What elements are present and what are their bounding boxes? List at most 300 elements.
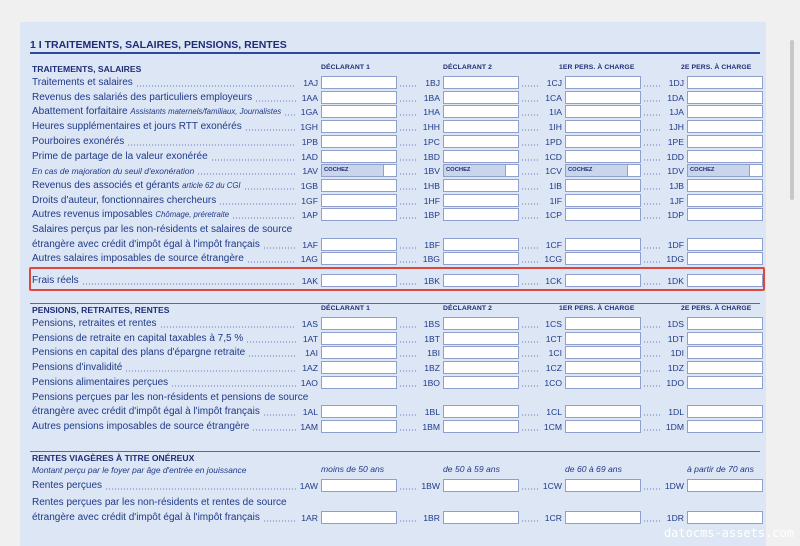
leader-dots xyxy=(643,261,662,263)
leader-dots xyxy=(521,385,540,387)
amount-input[interactable] xyxy=(443,420,519,433)
amount-input[interactable] xyxy=(565,105,641,118)
amount-input[interactable] xyxy=(565,150,641,163)
amount-input[interactable] xyxy=(443,150,519,163)
row-label xyxy=(32,346,245,360)
leader-dots xyxy=(284,114,296,116)
field-code: 1AG xyxy=(300,254,318,265)
leader-dots xyxy=(643,488,662,490)
leader-dots xyxy=(399,520,418,522)
amount-input[interactable] xyxy=(565,317,641,330)
form-row xyxy=(20,405,766,419)
amount-input[interactable] xyxy=(443,361,519,374)
field-code: 1BP xyxy=(423,210,440,221)
amount-input[interactable] xyxy=(687,194,763,207)
amount-input[interactable] xyxy=(687,317,763,330)
leader-dots xyxy=(399,326,418,328)
field-code: 1AA xyxy=(301,92,318,103)
amount-input[interactable] xyxy=(321,150,397,163)
leader-dots xyxy=(521,261,540,263)
column-header: DÉCLARANT 1 xyxy=(321,305,371,312)
row-label xyxy=(32,91,252,105)
amount-input[interactable] xyxy=(443,135,519,148)
column-header: DÉCLARANT 2 xyxy=(443,64,493,71)
amount-input[interactable] xyxy=(565,361,641,374)
field-code: 1AL xyxy=(302,407,318,418)
amount-input[interactable] xyxy=(565,120,641,133)
amount-input[interactable] xyxy=(687,420,763,433)
field-code: 1DJ xyxy=(668,78,684,88)
cochez-label: COCHEZ xyxy=(690,167,715,174)
row-label xyxy=(32,317,157,331)
column-header: 2E PERS. À CHARGE xyxy=(681,305,752,312)
amount-input[interactable] xyxy=(321,420,397,433)
amount-input[interactable] xyxy=(321,332,397,345)
row-label-text: Frais réels xyxy=(32,275,79,287)
row-label xyxy=(32,150,208,164)
amount-input[interactable] xyxy=(443,511,519,524)
amount-input[interactable] xyxy=(687,238,763,251)
leader-dots xyxy=(643,385,662,387)
amount-input[interactable] xyxy=(321,252,397,265)
leader-dots xyxy=(211,159,296,161)
field-code: 1AV xyxy=(302,166,318,177)
amount-input[interactable] xyxy=(687,479,763,492)
row-label xyxy=(32,238,260,252)
field-code: 1BZ xyxy=(424,363,440,374)
leader-dots xyxy=(399,429,418,431)
amount-input[interactable] xyxy=(443,346,519,359)
amount-input[interactable] xyxy=(687,376,763,389)
leader-dots xyxy=(247,261,296,263)
leader-dots xyxy=(521,488,540,490)
section-title: RENTES VIAGÈRES À TITRE ONÉREUX xyxy=(32,453,195,463)
field-code: 1CG xyxy=(544,254,562,265)
field-code: 1BM xyxy=(422,421,440,432)
amount-input[interactable] xyxy=(443,91,519,104)
leader-dots xyxy=(521,159,540,161)
leader-dots xyxy=(643,520,662,522)
row-label-text: Revenus des salariés des particuliers employeurs xyxy=(32,91,253,103)
column-header: 2E PERS. À CHARGE xyxy=(681,64,752,71)
field-code: 1BG xyxy=(422,254,440,265)
amount-input[interactable] xyxy=(321,135,397,148)
form-row xyxy=(20,317,766,331)
leader-dots xyxy=(399,414,418,416)
amount-input[interactable] xyxy=(321,120,397,133)
leader-dots xyxy=(643,429,662,431)
field-code: 1AM xyxy=(300,421,318,432)
amount-input[interactable] xyxy=(565,252,641,265)
field-code: 1DR xyxy=(666,512,684,523)
amount-input[interactable] xyxy=(443,252,519,265)
field-code: 1BT xyxy=(424,333,440,344)
amount-input[interactable] xyxy=(687,511,763,524)
leader-dots xyxy=(643,144,662,146)
field-code: 1GF xyxy=(301,195,318,206)
section-title: PENSIONS, RETRAITES, RENTES xyxy=(32,305,170,315)
form-row xyxy=(20,420,766,434)
form-row xyxy=(20,120,766,134)
row-label-text: Pensions, retraites et rentes xyxy=(32,318,157,329)
form-row xyxy=(20,361,766,375)
row-label xyxy=(32,120,242,134)
field-code: 1AI xyxy=(305,348,318,359)
field-code: 1DK xyxy=(667,276,684,287)
amount-input[interactable] xyxy=(687,346,763,359)
field-code: 1PC xyxy=(423,136,440,147)
field-code: 1CL xyxy=(546,407,562,418)
leader-dots xyxy=(521,429,540,431)
row-label xyxy=(32,208,229,222)
row-label-text: Traitements et salaires xyxy=(32,77,133,88)
leader-dots xyxy=(399,114,418,116)
row-label xyxy=(32,223,292,237)
amount-input[interactable] xyxy=(565,479,641,492)
field-code: 1PB xyxy=(301,136,318,147)
leader-dots xyxy=(160,326,296,328)
field-code: 1BR xyxy=(423,512,440,523)
field-code: 1JB xyxy=(669,180,684,191)
amount-input[interactable] xyxy=(321,105,397,118)
field-code: 1IH xyxy=(548,122,562,133)
row-label xyxy=(32,105,281,119)
amount-input[interactable] xyxy=(443,376,519,389)
amount-input[interactable] xyxy=(321,179,397,192)
amount-input[interactable] xyxy=(565,346,641,359)
form-row xyxy=(20,252,766,266)
field-code: 1DS xyxy=(667,319,684,329)
leader-dots xyxy=(521,188,540,190)
form-row xyxy=(20,150,766,164)
field-code: 1AK xyxy=(301,276,318,287)
field-code: 1BF xyxy=(424,239,440,250)
leader-dots xyxy=(399,261,418,263)
amount-input[interactable] xyxy=(443,105,519,118)
section-divider xyxy=(30,303,760,304)
leader-dots xyxy=(263,247,296,249)
leader-dots xyxy=(521,114,540,116)
leader-dots xyxy=(643,188,662,190)
amount-input[interactable] xyxy=(321,76,397,89)
field-code: 1AD xyxy=(301,151,318,162)
row-label-note: article 62 du CGI xyxy=(182,180,241,190)
field-code: 1PE xyxy=(667,136,684,147)
leader-dots xyxy=(643,370,662,372)
leader-dots xyxy=(399,173,418,175)
field-code: 1AR xyxy=(301,512,318,523)
field-code: 1BA xyxy=(423,92,440,103)
form-row xyxy=(20,208,766,222)
amount-input[interactable] xyxy=(321,405,397,418)
cochez-field[interactable] xyxy=(443,164,519,177)
field-code: 1CO xyxy=(544,377,562,388)
field-code: 1DA xyxy=(667,92,684,103)
row-label-note: Chômage, préretraite xyxy=(155,210,230,220)
amount-input[interactable] xyxy=(565,208,641,221)
leader-dots xyxy=(248,355,296,357)
leader-dots xyxy=(197,173,296,175)
amount-input[interactable] xyxy=(687,332,763,345)
field-code: 1CT xyxy=(545,333,562,344)
column-header: 1ER PERS. À CHARGE xyxy=(559,305,635,312)
amount-input[interactable] xyxy=(321,479,397,492)
leader-dots xyxy=(521,326,540,328)
row-label-text: Pensions en capital des plans d'épargne retraite xyxy=(32,347,246,359)
amount-input[interactable] xyxy=(321,361,397,374)
field-code: 1BI xyxy=(427,348,440,359)
amount-input[interactable] xyxy=(687,252,763,265)
form-row xyxy=(20,511,766,525)
amount-input[interactable] xyxy=(565,511,641,524)
right-margin xyxy=(766,0,800,546)
column-header: DÉCLARANT 1 xyxy=(321,64,371,71)
cochez-checkbox[interactable] xyxy=(749,165,762,176)
cochez-checkbox[interactable] xyxy=(505,165,518,176)
leader-dots xyxy=(232,217,296,219)
title-rule xyxy=(30,52,760,54)
form-row xyxy=(20,76,766,90)
row-label-text: En cas de majoration du seuil d'exonération xyxy=(32,166,195,177)
field-code: 1CA xyxy=(545,92,562,103)
row-label-text: Pensions de retraite en capital taxables à 7,5 % xyxy=(32,332,244,344)
leader-dots xyxy=(521,370,540,372)
leader-dots xyxy=(643,414,662,416)
leader-dots xyxy=(399,341,418,343)
field-code: 1CI xyxy=(548,348,562,359)
cochez-checkbox[interactable] xyxy=(383,165,396,176)
amount-input[interactable] xyxy=(321,376,397,389)
amount-input[interactable] xyxy=(443,179,519,192)
leader-dots xyxy=(125,370,296,372)
cochez-field[interactable] xyxy=(687,164,763,177)
row-label xyxy=(32,164,194,178)
field-code: 1AO xyxy=(300,377,318,388)
leader-dots xyxy=(399,217,418,219)
row-label xyxy=(32,179,241,193)
field-code: 1BL xyxy=(424,407,440,418)
leader-dots xyxy=(219,203,296,205)
cochez-label: COCHEZ xyxy=(568,167,593,174)
form-row xyxy=(20,135,766,149)
field-code: 1DO xyxy=(666,377,684,388)
field-code: 1DD xyxy=(666,151,684,162)
leader-dots xyxy=(521,85,540,87)
field-code: 1CM xyxy=(543,421,562,432)
amount-input[interactable] xyxy=(687,179,763,192)
amount-input[interactable] xyxy=(687,405,763,418)
cochez-field[interactable] xyxy=(565,164,641,177)
row-label-text: Prime de partage de la valeur exonérée xyxy=(32,150,208,162)
form-row xyxy=(20,164,766,178)
age-column-header: de 50 à 59 ans xyxy=(443,464,500,474)
amount-input[interactable] xyxy=(443,208,519,221)
amount-input[interactable] xyxy=(443,238,519,251)
leader-dots xyxy=(263,520,296,522)
leader-dots xyxy=(643,247,662,249)
leader-dots xyxy=(399,370,418,372)
form-row xyxy=(20,105,766,119)
age-column-header: de 60 à 69 ans xyxy=(565,464,622,474)
row-label-text: Pensions perçues par les non-résidents et pensions de source xyxy=(32,391,309,403)
amount-input[interactable] xyxy=(443,194,519,207)
amount-input[interactable] xyxy=(443,120,519,133)
field-code: 1DG xyxy=(666,254,684,265)
leader-dots xyxy=(643,100,662,102)
field-code: 1AZ xyxy=(302,363,318,374)
leader-dots xyxy=(521,144,540,146)
amount-input[interactable] xyxy=(565,179,641,192)
field-code: 1AJ xyxy=(303,78,318,88)
field-code: 1HB xyxy=(423,180,440,191)
field-code: 1PD xyxy=(545,136,562,147)
scrollbar[interactable] xyxy=(790,40,794,200)
amount-input[interactable] xyxy=(321,238,397,251)
leader-dots xyxy=(643,85,662,87)
leader-dots xyxy=(399,247,418,249)
amount-input[interactable] xyxy=(687,150,763,163)
leader-dots xyxy=(136,85,296,87)
amount-input[interactable] xyxy=(443,76,519,89)
leader-dots xyxy=(643,203,662,205)
highlight-frais-reels xyxy=(29,267,765,291)
cochez-label: COCHEZ xyxy=(446,167,471,174)
field-code: 1BD xyxy=(423,151,440,162)
main-title: 1 I TRAITEMENTS, SALAIRES, PENSIONS, RENTES xyxy=(30,39,287,51)
section-subtitle: Montant perçu par le foyer par âge d'entrée en jouissance xyxy=(32,465,247,475)
leader-dots xyxy=(171,385,296,387)
field-code: 1DF xyxy=(667,239,684,250)
section-title: TRAITEMENTS, SALAIRES xyxy=(32,64,142,74)
row-label xyxy=(32,332,243,346)
leader-dots xyxy=(643,355,662,357)
leader-dots xyxy=(246,341,296,343)
leader-dots xyxy=(521,100,540,102)
form-row xyxy=(20,179,766,193)
amount-input[interactable] xyxy=(321,208,397,221)
amount-input[interactable] xyxy=(443,332,519,345)
amount-input[interactable] xyxy=(443,317,519,330)
field-code: 1JH xyxy=(668,122,684,133)
amount-input[interactable] xyxy=(687,91,763,104)
cochez-field[interactable] xyxy=(321,164,397,177)
leader-dots xyxy=(263,414,296,416)
amount-input[interactable] xyxy=(443,479,519,492)
form-row xyxy=(20,479,766,493)
amount-input[interactable] xyxy=(565,76,641,89)
amount-input[interactable] xyxy=(687,76,763,89)
amount-input[interactable] xyxy=(321,511,397,524)
amount-input[interactable] xyxy=(687,135,763,148)
field-code: 1IA xyxy=(549,107,562,118)
field-code: 1IF xyxy=(549,195,562,206)
amount-input[interactable] xyxy=(321,346,397,359)
column-header: 1ER PERS. À CHARGE xyxy=(559,64,635,71)
field-code: 1GH xyxy=(300,122,318,133)
leader-dots xyxy=(643,173,662,175)
field-code: 1CF xyxy=(545,239,562,250)
amount-input[interactable] xyxy=(321,317,397,330)
amount-input[interactable] xyxy=(565,238,641,251)
field-code: 1AP xyxy=(301,210,318,221)
form-row xyxy=(20,496,766,510)
leader-dots xyxy=(521,173,540,175)
leader-dots xyxy=(643,217,662,219)
amount-input[interactable] xyxy=(565,420,641,433)
amount-input[interactable] xyxy=(443,405,519,418)
field-code: 1CJ xyxy=(546,78,562,88)
row-label-text: Pensions alimentaires perçues xyxy=(32,376,169,388)
leader-dots xyxy=(399,488,418,490)
amount-input[interactable] xyxy=(565,332,641,345)
leader-dots xyxy=(521,355,540,357)
form-row xyxy=(20,346,766,360)
field-code: 1BK xyxy=(423,276,440,287)
field-code: 1JF xyxy=(669,195,684,206)
column-header: DÉCLARANT 2 xyxy=(443,305,493,312)
amount-input[interactable] xyxy=(565,376,641,389)
amount-input[interactable] xyxy=(321,194,397,207)
field-code: 1AW xyxy=(299,481,318,491)
amount-input[interactable] xyxy=(687,208,763,221)
row-label-text: étrangère avec crédit d'impôt égal à l'impôt français xyxy=(32,406,260,418)
age-column-header: moins de 50 ans xyxy=(321,464,385,474)
amount-input[interactable] xyxy=(687,105,763,118)
cochez-checkbox[interactable] xyxy=(627,165,640,176)
row-label xyxy=(32,361,122,375)
row-label xyxy=(32,496,287,510)
amount-input[interactable] xyxy=(565,135,641,148)
amount-input[interactable] xyxy=(565,194,641,207)
amount-input[interactable] xyxy=(565,405,641,418)
row-label-text: Autres salaires imposables de source étrangère xyxy=(32,253,244,265)
leader-dots xyxy=(255,100,296,102)
leader-dots xyxy=(252,429,296,431)
leader-dots xyxy=(521,217,540,219)
leader-dots xyxy=(399,385,418,387)
amount-input[interactable] xyxy=(687,361,763,374)
leader-dots xyxy=(244,188,296,190)
field-code: 1AT xyxy=(302,333,318,344)
row-label-text: Rentes perçues par les non-résidents et rentes de source xyxy=(32,497,287,508)
row-label xyxy=(32,376,168,390)
field-code: 1CR xyxy=(544,512,562,523)
leader-dots xyxy=(399,203,418,205)
leader-dots xyxy=(127,144,296,146)
field-code: 1BW xyxy=(421,481,440,491)
row-label-text: Abattement forfaitaire xyxy=(32,106,128,118)
field-code: 1DZ xyxy=(667,363,684,374)
leader-dots xyxy=(521,341,540,343)
row-label xyxy=(32,479,102,493)
form-row xyxy=(20,194,766,208)
amount-input[interactable] xyxy=(321,91,397,104)
leader-dots xyxy=(521,247,540,249)
amount-input[interactable] xyxy=(565,91,641,104)
leader-dots xyxy=(643,326,662,328)
field-code: 1BJ xyxy=(425,78,440,88)
section-divider xyxy=(30,451,760,452)
row-label-note: Assistants maternels/familiaux, Journalistes xyxy=(130,107,282,117)
form-row xyxy=(20,376,766,390)
age-column-header: à partir de 70 ans xyxy=(687,464,754,474)
field-code: 1DM xyxy=(665,421,684,432)
leader-dots xyxy=(521,129,540,131)
form-row xyxy=(20,238,766,252)
row-label-text: Pensions d'invalidité xyxy=(32,362,123,374)
amount-input[interactable] xyxy=(687,120,763,133)
row-label-text: Droits d'auteur, fonctionnaires chercheurs xyxy=(32,194,217,206)
